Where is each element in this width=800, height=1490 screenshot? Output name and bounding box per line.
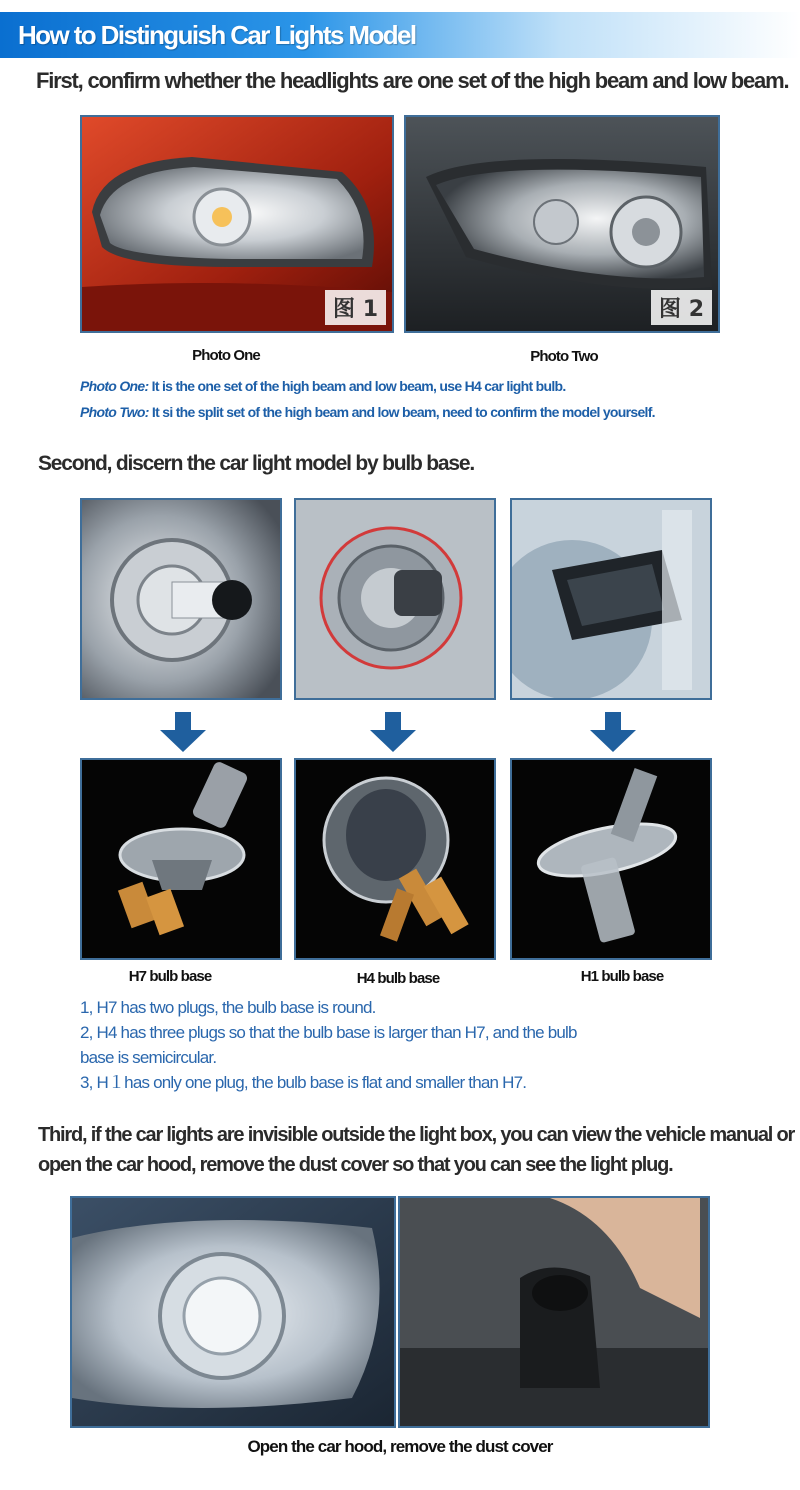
photo-one-image [80,115,394,333]
h7-bulb-photo [80,758,282,960]
photo-two-image [404,115,720,333]
h1-caption: H1 bulb base [580,968,664,985]
arrow-down-icon [370,712,416,752]
section3-heading: Third, if the car lights are invisible outside the light box, you can view the vehicle manual or open the car hood, remove the dust cover so that you can see the light plug. [38,1124,795,1176]
note-photo-two-text: It si the split set of the high beam and low beam, need to confirm the model yourself. [151,404,655,420]
dust-cover-photo [398,1196,710,1428]
page-title: How to Distinguish Car Lights Model [18,20,416,50]
h1-headlight-photo [510,498,712,700]
photo-two-caption: Photo Two [530,348,598,365]
h7-caption: H7 bulb base [128,968,212,985]
arrow-down-icon [590,712,636,752]
h1-bulb-photo [510,758,712,960]
note-photo-one-text: It is the one set of the high beam and low beam, use H4 car light bulb. [151,378,566,394]
photo-one-caption: Photo One [192,347,260,364]
dust-cover-caption: Open the car hood, remove the dust cover [247,1437,553,1456]
note-photo-one [80,378,780,394]
list-item: 3, H１has only one plug, the bulb base is flat and smaller than H7. [80,1073,527,1092]
list-item: 2, H4 has three plugs so that the bulb base is larger than H7, and the bulb [80,1023,577,1042]
section2-heading: Second, discern the car light model by bulb base. [38,452,474,475]
h4-headlight-photo [294,498,496,700]
h4-caption: H4 bulb base [356,970,440,987]
photo-two-tag: 图 2 [651,290,712,325]
h4-bulb-photo [294,758,496,960]
projector-headlight-photo [70,1196,396,1428]
photo-one-tag: 图 1 [325,290,386,325]
section1-heading: First, confirm whether the headlights are one set of the high beam and low beam. [36,68,789,93]
note-photo-two-label: Photo Two: [80,404,149,420]
note-photo-two [80,404,790,420]
arrow-down-icon [160,712,206,752]
h7-headlight-photo [80,498,282,700]
note-photo-one-label: Photo One: [80,378,149,394]
list-item: base is semicircular. [80,1048,217,1067]
bulb-base-list [80,995,770,1095]
list-item: 1, H7 has two plugs, the bulb base is round. [80,998,376,1017]
